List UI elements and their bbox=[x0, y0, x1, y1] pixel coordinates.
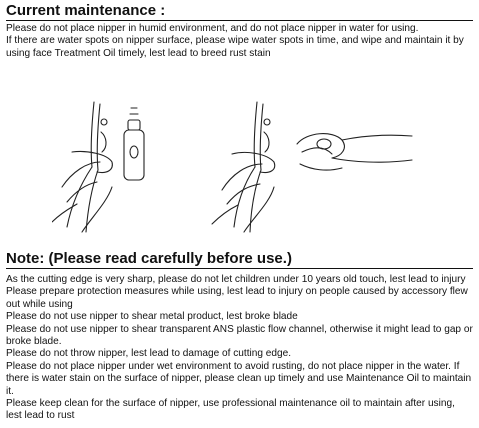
note-item-1: As the cutting edge is very sharp, please do not let children under 10 years old touch, lest lead to injury bbox=[6, 274, 466, 285]
current-maintenance-section bbox=[6, 2, 473, 60]
cleaning-cloth-icon bbox=[297, 134, 412, 170]
note-item-4: Please do not use nipper to shear transparent ANS plastic flow channel, otherwise it might lead to gap or broke blade. bbox=[6, 323, 473, 348]
note-item-6: Please do not place nipper under wet environment to avoid rusting, do not place nipper in the water. If there is water stain on the surface of nipper, please clean up timely and use Maintenance Oil to maintain it. bbox=[6, 360, 472, 397]
note-heading: Note: (Please read carefully before use.) bbox=[6, 250, 473, 269]
note-item-5: Please do not throw nipper, lest lead to damage of cutting edge. bbox=[6, 348, 292, 360]
note-item-7: Please keep clean for the surface of nipper, use professional maintenance oil to maintain after using, lest lead to rust bbox=[6, 398, 455, 422]
oil-bottle-icon bbox=[124, 108, 144, 180]
maintenance-paragraph-1: Please do not place nipper in humid environment, and do not place nipper in water for using. bbox=[6, 23, 419, 34]
nipper-maintenance-illustration bbox=[52, 92, 462, 242]
current-maintenance-heading: Current maintenance : bbox=[6, 2, 473, 21]
left-hand-nipper-icon bbox=[52, 102, 112, 232]
right-hand-nipper-icon bbox=[212, 102, 275, 232]
nipper-maintenance-icon bbox=[52, 92, 462, 242]
note-item-2: Please prepare protection measures while using, lest lead to injury on people caused by accessory flew out while using bbox=[6, 286, 468, 310]
note-item-3: Please do not use nipper to shear metal product, lest broke blade bbox=[6, 311, 298, 323]
maintenance-paragraph-2: If there are water spots on nipper surface, please wipe water spots in time, and wipe and maintain it by using face Treatment Oil timely, lest lead to breed rust stain bbox=[6, 35, 464, 59]
note-section bbox=[6, 250, 473, 423]
